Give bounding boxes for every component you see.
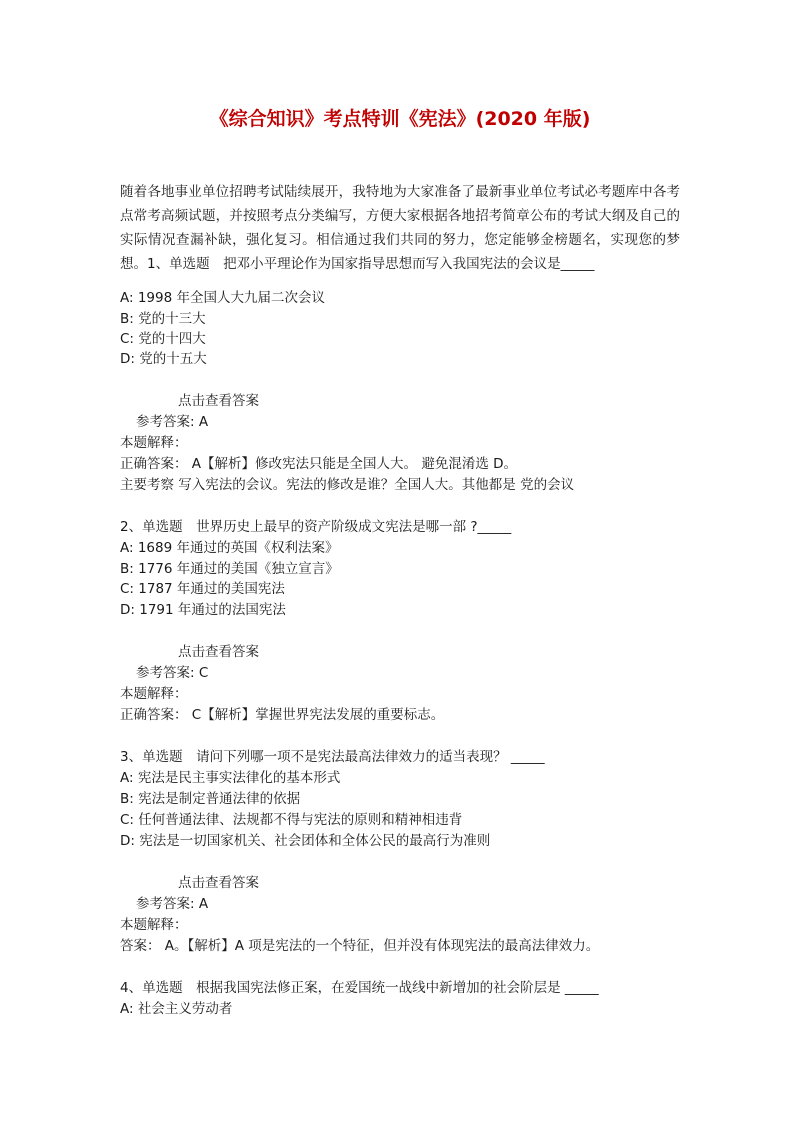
q1-explanation-line: 主要考察 写入宪法的会议。宪法的修改是谁？全国人大。其他都是 党的会议 [120,477,575,493]
q3-option-b: B: 宪法是制定普通法律的依据 [120,791,301,807]
q3-option-d: D: 宪法是一切国家机关、社会团体和全体公民的最高行为准则 [120,833,491,849]
q1-option-d: D: 党的十五大 [120,351,207,367]
q2-reference-answer: 参考答案: C [136,665,209,681]
q2-option-c: C: 1787 年通过的美国宪法 [120,581,285,597]
q1-option-b: B: 党的十三大 [120,311,206,327]
q2-show-answer-link[interactable]: 点击查看答案 [178,644,259,660]
q3-reference-answer: 参考答案: A [136,896,209,912]
q2-option-d: D: 1791 年通过的法国宪法 [120,602,286,618]
q3-explanation-line: 答案： A。【解析】A 项是宪法的一个特征，但并没有体现宪法的最高法律效力。 [120,938,600,954]
q2-option-b: B: 1776 年通过的美国《独立宣言》 [120,561,339,577]
q3-option-c: C: 任何普通法律、法规都不得与宪法的原则和精神相违背 [120,812,463,828]
q1-explanation-line: 正确答案： A【解析】修改宪法只能是全国人大。 避免混淆选 D。 [120,456,518,472]
q4-question: 4、单选题 根据我国宪法修正案，在爱国统一战线中新增加的社会阶层是 _____ [120,980,599,996]
q1-option-a: A: 1998 年全国人大九届二次会议 [120,290,325,306]
q1-reference-answer: 参考答案: A [136,414,209,430]
page-title: 《综合知识》考点特训《宪法》(2020 年版) [209,108,591,130]
q2-explanation-line: 正确答案： C【解析】掌握世界宪法发展的重要标志。 [120,707,445,723]
q1-show-answer-link[interactable]: 点击查看答案 [178,393,259,409]
q3-show-answer-link[interactable]: 点击查看答案 [178,875,259,891]
q3-explanation-label: 本题解释： [120,917,188,933]
q1-option-c: C: 党的十四大 [120,331,206,347]
q2-question: 2、单选题 世界历史上最早的资产阶级成文宪法是哪一部 ?_____ [120,519,512,535]
q2-option-a: A: 1689 年通过的英国《权利法案》 [120,540,339,556]
q4-option-a: A: 社会主义劳动者 [120,1001,233,1017]
q3-question: 3、单选题 请问下列哪一项不是宪法最高法律效力的适当表现？ _____ [120,749,545,765]
q1-explanation-label: 本题解释： [120,435,188,451]
q2-explanation-label: 本题解释： [120,686,188,702]
q3-option-a: A: 宪法是民主事实法律化的基本形式 [120,770,341,786]
intro-paragraph: 随着各地事业单位招聘考试陆续展开，我特地为大家准备了最新事业单位考试必考题库中各考点常考高频试题，并按照考点分类编写，方便大家根据各地招考简章公布的考试大纲及自己的实际情况查漏补缺，强化复习。相信通过我们共同的努力，您定能够金榜题名，实现您的梦想。1、单选题 把邓小平理论作为国家指导思想而写入我国宪法的会议是_____ [120,184,680,272]
